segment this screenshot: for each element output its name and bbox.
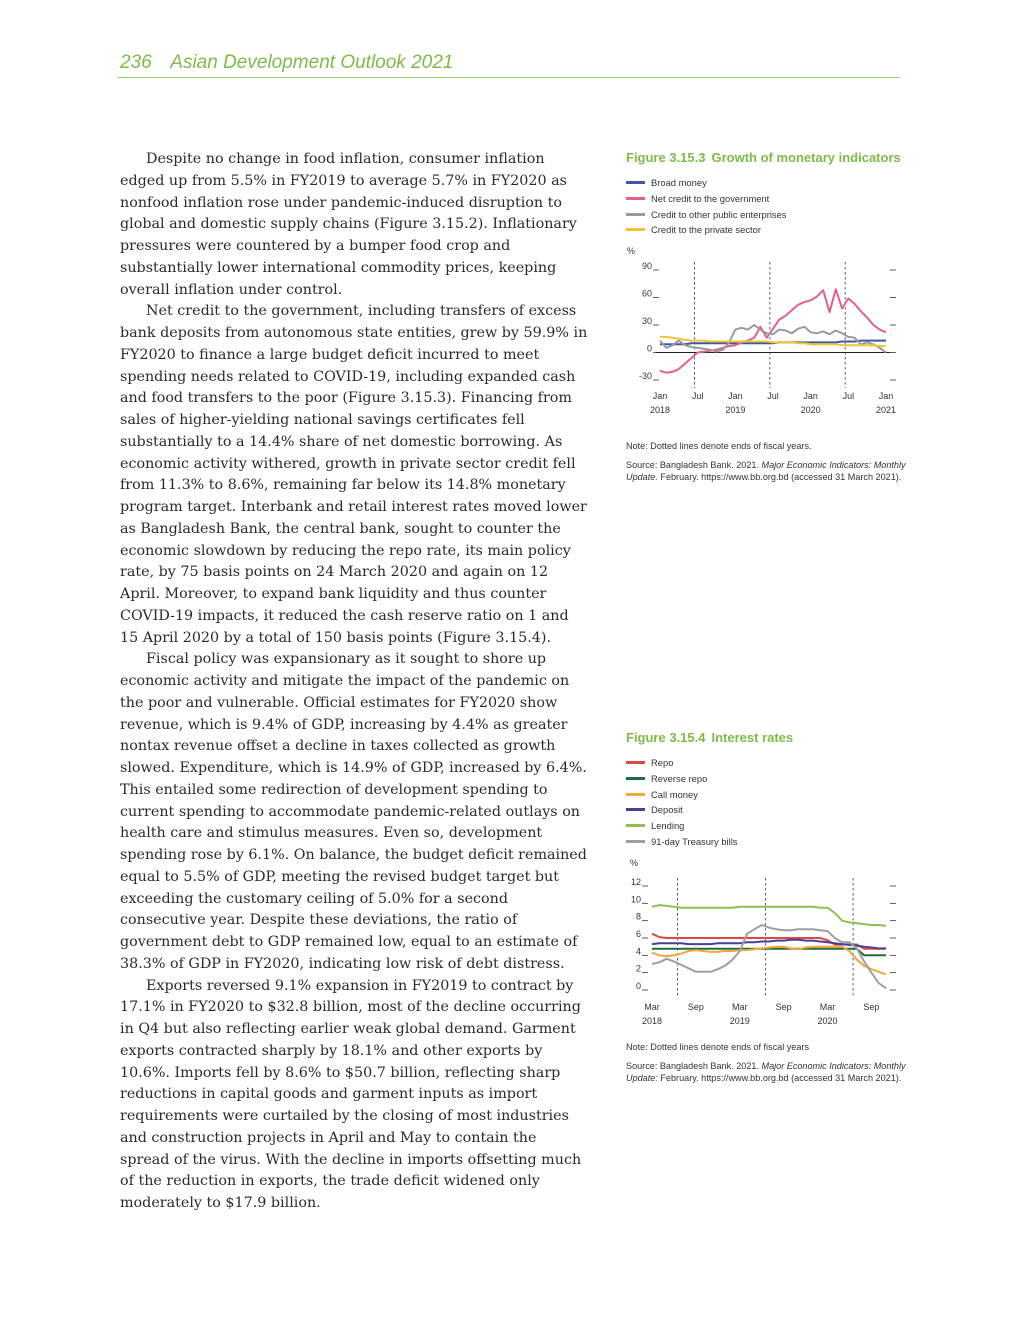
legend-swatch [626, 777, 645, 780]
y-tick-label: 12 [630, 877, 641, 887]
x-tick-label: Jul [691, 391, 704, 401]
legend-label: Broad money [651, 177, 707, 189]
paragraph: Exports reversed 9.1% expansion in FY2019 to contract by 17.1% in FY2020 to $32.8 billion, most of the decline occurring in Q4 but also reflecting earlier weak global demand. Garment exports contracted sharply by 18.1% and other exports by 10.6%. Imports fell by 8.6% to $50.7 billion, reflecting sharp reductions in capital goods and garment inputs as import requirements were curtailed by the closing of most industries and construction projects in April and May to contain the spread of the virus. With the decline in imports offsetting much of the reduction in exports, the trade deficit widened only moderately to $17.9 billion. [120, 977, 582, 1211]
running-header [120, 52, 453, 74]
legend-swatch [626, 840, 645, 843]
figure-source [626, 459, 911, 484]
legend-swatch [626, 793, 645, 796]
y-axis-label: % [630, 858, 639, 868]
x-tick-year: 2021 [875, 405, 897, 415]
figure-monetary-indicators [626, 150, 906, 238]
legend-swatch [626, 808, 645, 811]
legend-label: Net credit to the government [651, 193, 770, 205]
x-tick-label: Mar [819, 1002, 836, 1012]
legend-label: Credit to other public enterprises [651, 208, 787, 220]
figure-number: Figure 3.15.4 [626, 730, 706, 745]
chart-legend [626, 175, 906, 238]
legend-label: Deposit [651, 804, 683, 816]
x-tick-label: Jan [803, 391, 818, 401]
legend-item [626, 206, 906, 222]
x-tick-label: Mar [732, 1002, 748, 1012]
legend-item [626, 222, 906, 238]
legend-label: Call money [651, 788, 698, 800]
figure-title [626, 150, 906, 165]
source-text: February. https://www.bb.org.bd (accessed 31 March 2021). [660, 1073, 902, 1084]
figure-title [626, 730, 906, 745]
paragraph: Fiscal policy was expansionary as it sought to shore up economic activity and mitigate the impact of the pandemic on the poor and vulnerable. Official estimates for FY2020 show revenue, which is 9.4% of GDP, increasing by 4.4% as greater nontax revenue offset a decline in taxes collected as growth slowed. Expenditure, which is 14.9% of GDP, increased by 6.4%. This entailed some redirection of development spending to current spending to accommodate pandemic-related outlays on health care and stimulus measures. Even so, development spending rose by 6.1%. On balance, the budget deficit remained equal to 5.5% of GDP, meeting the revised budget target but exceeding the customary ceiling of 5.0% for a second consecutive year. Despite these deviations, the ratio of government debt to GDP remained low, equal to an estimate of 38.3% of GDP in FY2020, indicating low risk of debt distress. [120, 651, 587, 972]
legend-swatch [626, 228, 645, 231]
legend-swatch [626, 761, 645, 764]
source-text: Source: Bangladesh Bank. 2021. [626, 1060, 759, 1071]
y-tick-label: 0 [646, 343, 652, 354]
x-tick-label: Mar [644, 1002, 660, 1012]
y-tick-label: 8 [635, 911, 641, 922]
y-tick-label: 30 [641, 316, 652, 326]
y-tick-label: 6 [635, 929, 641, 939]
x-tick-label: Jan [728, 391, 743, 401]
legend-swatch [626, 197, 645, 200]
y-tick-label: 90 [641, 261, 652, 271]
figure-caption: Growth of monetary indicators [711, 150, 901, 165]
x-tick-label: Sep [775, 1002, 792, 1012]
x-tick-label: Jan [652, 391, 668, 401]
legend-item [626, 786, 906, 802]
source-text: Source: Bangladesh Bank. 2021. [626, 459, 759, 470]
figure-note: Note: Dotted lines denote ends of fiscal years. [626, 441, 812, 451]
figure-notes [626, 440, 911, 484]
chart-legend [626, 755, 906, 849]
legend-item [626, 175, 906, 191]
x-tick-year: 2020 [800, 405, 821, 415]
legend-label: Repo [651, 757, 674, 769]
body-text [120, 149, 590, 1215]
legend-swatch [626, 824, 645, 827]
figure-source [626, 1060, 911, 1085]
legend-label: Credit to the private sector [651, 224, 761, 236]
x-tick-label: Sep [863, 1002, 880, 1012]
legend-item [626, 755, 906, 771]
legend-item [626, 191, 906, 207]
legend-item [626, 833, 906, 849]
legend-item [626, 802, 906, 818]
legend-label: Lending [651, 820, 685, 832]
header-rule [118, 77, 900, 78]
series-line [652, 947, 886, 975]
publication-title: Asian Development Outlook 2021 [170, 52, 454, 73]
monetary-indicators-chart [620, 240, 910, 425]
legend-label: 91-day Treasury bills [651, 835, 738, 847]
figure-caption: Interest rates [711, 730, 794, 745]
x-tick-label: Sep [687, 1002, 704, 1012]
x-tick-year: 2019 [725, 405, 746, 415]
series-line [652, 905, 886, 926]
series-line [660, 289, 886, 372]
y-tick-label: 60 [641, 288, 652, 299]
x-tick-year: 2018 [649, 405, 671, 415]
x-tick-year: 2020 [817, 1016, 838, 1026]
figure-interest-rates [626, 730, 906, 849]
paragraph: Net credit to the government, including transfers of excess bank deposits from autonomous state entities, grew by 59.9% in FY2020 to finance a large budget deficit incurred to meet spending needs related to COVID-19, including expanded cash and food transfers to the poor (Figure 3.15.3). Financing from sales of higher-yielding national savings certificates fell substantially to a 14.4% share of net domestic borrowing. As economic activity withered, growth in private sector credit fell from 11.3% to 8.6%, remaining far below its 14.8% monetary program target. Interbank and retail interest rates moved lower as Bangladesh Bank, the central bank, sought to counter the economic slowdown by reducing the repo rate, its main policy rate, by 75 basis points on 24 March 2020 and again on 12 April. Moreover, to expand bank liquidity and thus counter COVID-19 impacts, it reduced the cash reserve ratio on 1 and 15 April 2020 by a total of 150 basis points (Figure 3.15.4). [120, 303, 588, 646]
x-tick-label: Jan [878, 391, 894, 401]
interest-rates-chart [620, 855, 910, 1035]
legend-label: Reverse repo [651, 773, 708, 785]
x-tick-label: Jul [842, 391, 855, 401]
x-tick-year: 2018 [641, 1016, 663, 1026]
series-line [652, 925, 886, 988]
figure-note: Note: Dotted lines denote ends of fiscal years [626, 1042, 809, 1052]
legend-item [626, 818, 906, 834]
y-tick-label: 10 [630, 894, 641, 905]
source-text: February. https://www.bb.org.bd (accessed 31 March 2021). [660, 472, 902, 483]
legend-item [626, 771, 906, 787]
legend-swatch [626, 213, 645, 216]
figure-number: Figure 3.15.3 [626, 150, 706, 165]
y-tick-label: -30 [638, 371, 652, 381]
y-tick-label: 0 [635, 981, 641, 991]
source-title: Major Economic Indicators: Monthly Update: [626, 1060, 906, 1084]
y-tick-label: 4 [635, 946, 641, 957]
source-title: Major Economic Indicators: Monthly Update. [626, 459, 906, 483]
x-tick-year: 2019 [729, 1016, 750, 1026]
figure-notes [626, 1041, 911, 1085]
x-tick-label: Jul [767, 391, 779, 401]
y-tick-label: 2 [635, 963, 641, 974]
paragraph: Despite no change in food inflation, consumer inflation edged up from 5.5% in FY2019 to average 5.7% in FY2020 as nonfood inflation rose under pandemic-induced disruption to global and domestic supply chains (Figure 3.15.2). Inflationary pressures were countered by a bumper food crop and substantially lower international commodity prices, keeping overall inflation under control. [120, 151, 577, 298]
page-number: 236 [120, 52, 152, 73]
legend-swatch [626, 181, 645, 184]
y-axis-label: % [627, 246, 636, 256]
